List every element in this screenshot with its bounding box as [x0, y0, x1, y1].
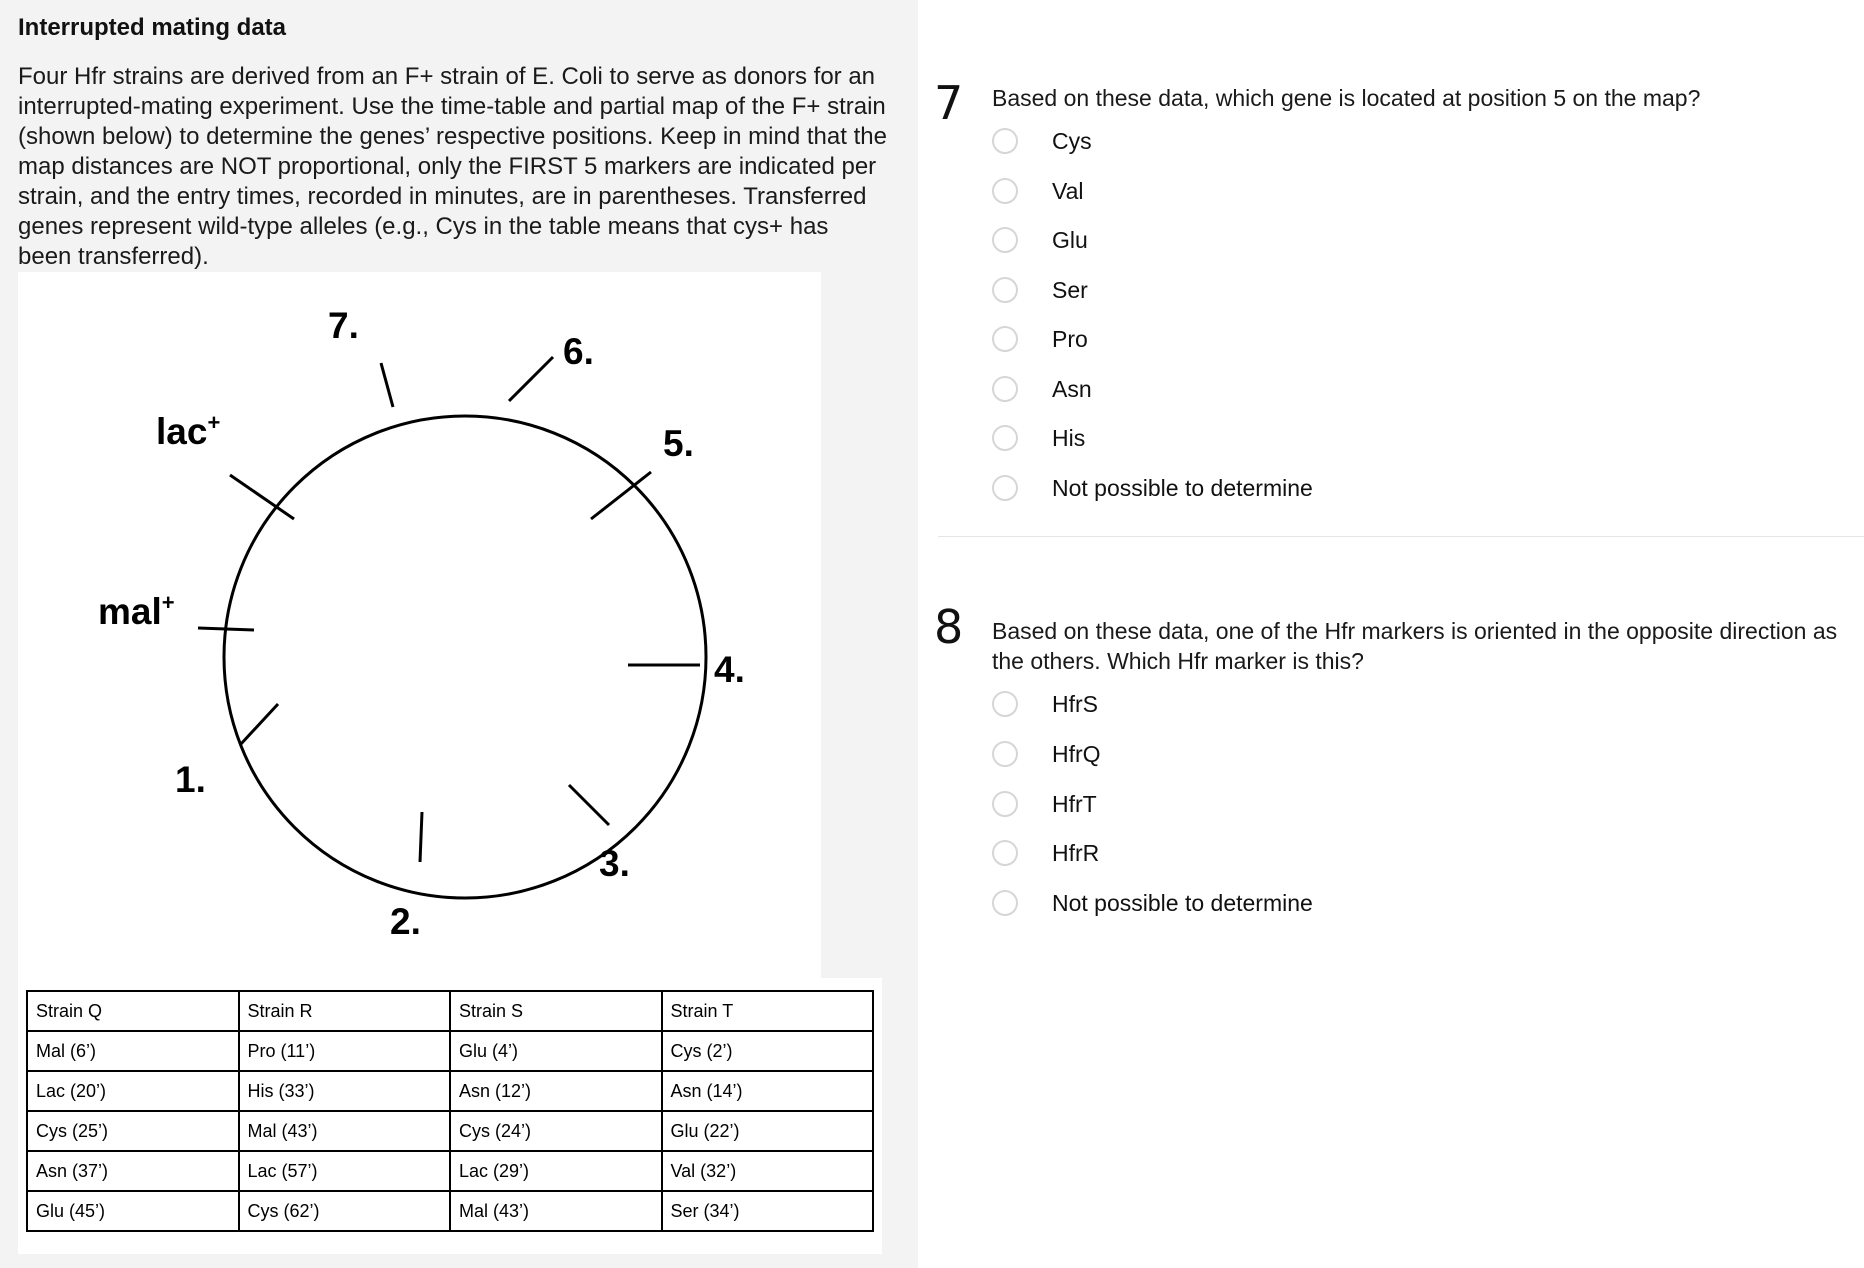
- option-label: Not possible to determine: [1052, 890, 1313, 916]
- option-label: Pro: [1052, 326, 1088, 352]
- table-header-cell: Strain T: [662, 991, 874, 1031]
- q7-option-ser[interactable]: [992, 276, 1592, 308]
- table-cell: His (33’): [239, 1071, 451, 1111]
- table-cell: Ser (34’): [662, 1191, 874, 1231]
- page-title: Interrupted mating data: [18, 14, 287, 41]
- radio-button[interactable]: [992, 227, 1018, 253]
- table-cell: Mal (6’): [27, 1031, 239, 1071]
- option-label: HfrR: [1052, 840, 1100, 866]
- table-cell: Cys (24’): [450, 1111, 662, 1151]
- table-cell: Lac (20’): [27, 1071, 239, 1111]
- circular-gene-map: [18, 272, 821, 978]
- table-cell: Cys (25’): [27, 1111, 239, 1151]
- table-cell: Asn (37’): [27, 1151, 239, 1191]
- option-label: Val: [1052, 178, 1084, 204]
- q7-option-cys[interactable]: [992, 127, 1592, 159]
- table-cell: Mal (43’): [239, 1111, 451, 1151]
- q7-option-his[interactable]: [992, 424, 1592, 456]
- position-3-label: 3.: [599, 843, 630, 884]
- position-2-label: 2.: [390, 901, 421, 942]
- q7-option-val[interactable]: [992, 177, 1592, 209]
- tick-1: [240, 704, 278, 745]
- table-header-cell: Strain S: [450, 991, 662, 1031]
- radio-button[interactable]: [992, 128, 1018, 154]
- strain-entry-table: [26, 990, 874, 1232]
- tick-6: [509, 357, 553, 401]
- table-cell: Pro (11’): [239, 1031, 451, 1071]
- radio-button[interactable]: [992, 475, 1018, 501]
- radio-button[interactable]: [992, 741, 1018, 767]
- question-7-text: Based on these data, which gene is located at position 5 on the map?: [992, 85, 1701, 111]
- radio-button[interactable]: [992, 840, 1018, 866]
- table-cell: Cys (2’): [662, 1031, 874, 1071]
- position-5-label: 5.: [663, 423, 694, 464]
- data-panel: [0, 0, 918, 1268]
- radio-button[interactable]: [992, 277, 1018, 303]
- table-cell: Glu (45’): [27, 1191, 239, 1231]
- q7-option-not-possible[interactable]: [992, 474, 1592, 506]
- position-6-label: 6.: [563, 331, 594, 372]
- radio-button[interactable]: [992, 791, 1018, 817]
- table-cell: Asn (12’): [450, 1071, 662, 1111]
- intro-paragraph: Four Hfr strains are derived from an F+ strain of E. Coli to serve as donors for an interrupted-mating experiment. Use the time-table and partial map of the F+ strain (shown below) to determine the genes’ respective positions. Keep in mind that the map distances are NOT proportional, only the FIRST 5 markers are indicated per strain, and the entry times, recorded in minutes, are in parentheses. Transferred genes represent wild-type alleles (e.g., Cys in the table means that cys+ has been transferred).: [18, 63, 887, 270]
- table-row: [27, 1191, 873, 1231]
- table-cell: Lac (57’): [239, 1151, 451, 1191]
- radio-button[interactable]: [992, 376, 1018, 402]
- q7-option-pro[interactable]: [992, 325, 1592, 357]
- q8-option-hfrr[interactable]: [992, 839, 1592, 871]
- table-cell: Asn (14’): [662, 1071, 874, 1111]
- table-row: [27, 1151, 873, 1191]
- table-header-cell: Strain R: [239, 991, 451, 1031]
- option-label: HfrS: [1052, 691, 1098, 717]
- question-7-number: 7: [934, 76, 964, 130]
- table-cell: Mal (43’): [450, 1191, 662, 1231]
- table-header-row: [27, 991, 873, 1031]
- table-cell: Lac (29’): [450, 1151, 662, 1191]
- tick-7: [381, 363, 393, 407]
- chromosome-circle: [224, 416, 706, 898]
- q8-option-hfrq[interactable]: [992, 740, 1592, 772]
- option-label: Cys: [1052, 128, 1092, 154]
- radio-button[interactable]: [992, 691, 1018, 717]
- option-label: His: [1052, 425, 1086, 451]
- question-divider: [938, 536, 1864, 537]
- table-row: [27, 1111, 873, 1151]
- question-8-number: 8: [934, 600, 964, 654]
- radio-button[interactable]: [992, 890, 1018, 916]
- option-label: HfrQ: [1052, 741, 1101, 767]
- position-1-label: 1.: [175, 759, 206, 800]
- lac-label: lac+: [156, 410, 221, 452]
- option-label: HfrT: [1052, 791, 1097, 817]
- tick-2: [420, 812, 422, 862]
- table-cell: Cys (62’): [239, 1191, 451, 1231]
- mal-label: mal+: [98, 590, 175, 632]
- table-row: [27, 1071, 873, 1111]
- table-header-cell: Strain Q: [27, 991, 239, 1031]
- q7-option-asn[interactable]: [992, 375, 1592, 407]
- question-8-text: Based on these data, one of the Hfr markers is oriented in the opposite direction as the others. Which Hfr marker is this?: [992, 618, 1838, 674]
- tick-3: [569, 785, 609, 825]
- strain-table-container: [18, 978, 882, 1254]
- tick-mal: [198, 628, 254, 630]
- radio-button[interactable]: [992, 178, 1018, 204]
- table-cell: Glu (22’): [662, 1111, 874, 1151]
- q8-option-not-possible[interactable]: [992, 889, 1592, 921]
- table-cell: Val (32’): [662, 1151, 874, 1191]
- option-label: Not possible to determine: [1052, 475, 1313, 501]
- position-7-label: 7.: [328, 305, 359, 346]
- q8-option-hfrs[interactable]: [992, 690, 1592, 722]
- q7-option-glu[interactable]: [992, 226, 1592, 258]
- option-label: Ser: [1052, 277, 1088, 303]
- gene-map-figure: [18, 272, 821, 978]
- table-row: [27, 1031, 873, 1071]
- option-label: Glu: [1052, 227, 1088, 253]
- radio-button[interactable]: [992, 326, 1018, 352]
- position-4-label: 4.: [714, 649, 745, 690]
- option-label: Asn: [1052, 376, 1092, 402]
- q8-option-hfrt[interactable]: [992, 790, 1592, 822]
- table-cell: Glu (4’): [450, 1031, 662, 1071]
- radio-button[interactable]: [992, 425, 1018, 451]
